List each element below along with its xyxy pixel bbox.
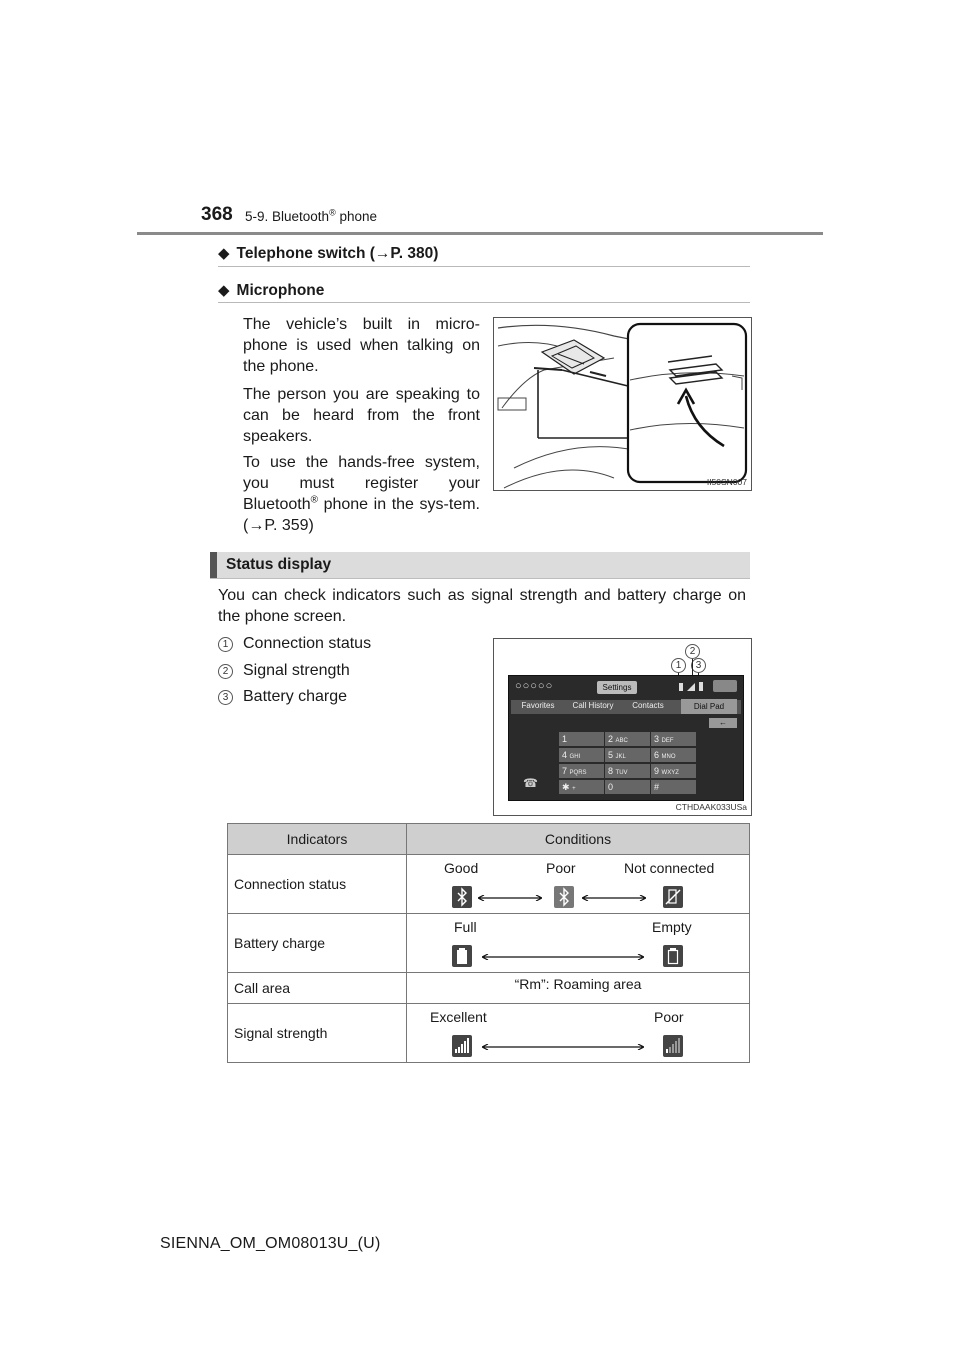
microphone-paragraph-2: The person you are speaking to can be heard from the front speakers. <box>243 386 480 445</box>
footer-document-code: SIENNA_OM_OM08013U_(U) <box>160 1235 381 1252</box>
condition-full: Full <box>454 919 477 935</box>
column-header-indicators: Indicators <box>228 824 407 855</box>
condition-excellent: Excellent <box>430 1009 487 1025</box>
signal-poor-icon <box>663 1035 683 1057</box>
indicators-table <box>227 823 750 1063</box>
signal-excellent-icon <box>452 1035 472 1057</box>
battery-empty-icon <box>663 945 683 967</box>
double-arrow-icon <box>482 1044 644 1050</box>
tab-dial-pad[interactable]: Dial Pad <box>681 699 737 714</box>
double-arrow-icon <box>482 954 644 960</box>
list-number: 2 <box>218 664 233 679</box>
dial-key[interactable]: 3 DEF <box>651 732 696 746</box>
table-header-row <box>228 824 750 855</box>
double-arrow-icon <box>478 895 542 901</box>
condition-roaming-area: “Rm”: Roaming area <box>407 973 750 1004</box>
section-rule <box>218 302 750 303</box>
section-telephone-switch: ◆ Telephone switch (→P. 380) <box>218 245 439 262</box>
list-item-signal-strength: Signal strength <box>243 662 350 679</box>
condition-poor: Poor <box>546 860 576 876</box>
column-header-conditions: Conditions <box>407 824 750 855</box>
table-row <box>228 914 750 973</box>
diamond-bullet-icon: ◆ <box>218 282 230 299</box>
microphone-figure <box>493 317 752 491</box>
phone-screen-figure <box>493 638 752 816</box>
indicator-call-area: Call area <box>228 973 407 1004</box>
list-item-connection-status: Connection status <box>243 635 372 652</box>
overhead-console-illustration <box>494 318 751 490</box>
section-microphone: ◆ Microphone <box>218 282 325 299</box>
phone-handset-icon[interactable]: ☎ <box>523 776 538 790</box>
indicator-connection-status: Connection status <box>228 855 407 914</box>
dial-key[interactable]: 6 MNO <box>651 748 696 762</box>
dial-key[interactable]: # <box>651 780 696 794</box>
phone-screen <box>508 675 744 801</box>
indicator-battery-charge: Battery charge <box>228 914 407 973</box>
tab-favorites[interactable]: Favorites <box>521 701 555 710</box>
dial-key[interactable]: 0 <box>605 780 650 794</box>
callout-3: 3 <box>691 658 706 673</box>
microphone-paragraph-3: To use the hands-free system, you must register your Bluetooth® phone in the sys-tem. (→P. 359) <box>243 454 480 534</box>
diamond-bullet-icon: ◆ <box>218 245 230 262</box>
battery-full-icon <box>452 945 472 967</box>
dial-key[interactable]: 4 GHI <box>559 748 604 762</box>
battery-charge-icon <box>699 682 703 691</box>
dial-key[interactable]: 1 <box>559 732 604 746</box>
bluetooth-good-icon <box>452 886 472 908</box>
dial-key[interactable]: ✱ + <box>559 780 604 794</box>
backspace-icon[interactable]: ← <box>709 718 737 728</box>
dial-key[interactable]: 8 TUV <box>605 764 650 778</box>
connection-status-icon <box>679 683 683 691</box>
heading-tab <box>210 552 217 578</box>
battery-charge-conditions <box>408 915 748 971</box>
condition-poor: Poor <box>654 1009 684 1025</box>
dial-key[interactable]: 2 ABC <box>605 732 650 746</box>
bluetooth-poor-icon <box>554 886 574 908</box>
signal-strength-icon <box>687 683 695 691</box>
list-item-battery-charge: Battery charge <box>243 688 348 705</box>
callout-2: 2 <box>685 644 700 659</box>
phone-not-connected-icon <box>663 886 683 908</box>
dial-pad-grid <box>559 732 693 796</box>
status-display-heading: Status display <box>210 552 750 579</box>
dial-key[interactable]: 9 WXYZ <box>651 764 696 778</box>
microphone-paragraph-1: The vehicle’s built in micro-phone is used when talking on the phone. <box>243 316 480 375</box>
page-number: 368 <box>201 204 233 225</box>
condition-empty: Empty <box>652 919 692 935</box>
header-rule <box>137 232 823 235</box>
indicator-signal-strength: Signal strength <box>228 1004 407 1063</box>
dial-key[interactable]: 5 JKL <box>605 748 650 762</box>
dial-key[interactable]: 7 PQRS <box>559 764 604 778</box>
condition-not-connected: Not connected <box>624 860 715 876</box>
table-row <box>228 973 750 1004</box>
list-number: 3 <box>218 690 233 705</box>
status-intro: You can check indicators such as signal strength and battery charge on the phone screen. <box>218 587 746 625</box>
tab-call-history[interactable]: Call History <box>572 701 614 710</box>
table-row <box>228 1004 750 1063</box>
callout-1: 1 <box>671 658 686 673</box>
screen-dots: ○○○○○ <box>515 680 554 692</box>
message-icon <box>713 680 737 692</box>
signal-strength-conditions <box>408 1005 748 1061</box>
table-row <box>228 855 750 914</box>
section-rule <box>218 266 750 267</box>
tab-contacts[interactable]: Contacts <box>632 701 664 710</box>
chapter-title: 5-9. Bluetooth® phone <box>245 207 377 224</box>
condition-good: Good <box>444 860 479 876</box>
connection-status-conditions <box>408 856 748 912</box>
double-arrow-icon <box>582 895 646 901</box>
settings-button[interactable]: Settings <box>597 681 637 694</box>
figure-code: II50SN007 <box>706 477 747 487</box>
figure-code: CTHDAAK033USa <box>675 802 747 812</box>
list-number: 1 <box>218 637 233 652</box>
